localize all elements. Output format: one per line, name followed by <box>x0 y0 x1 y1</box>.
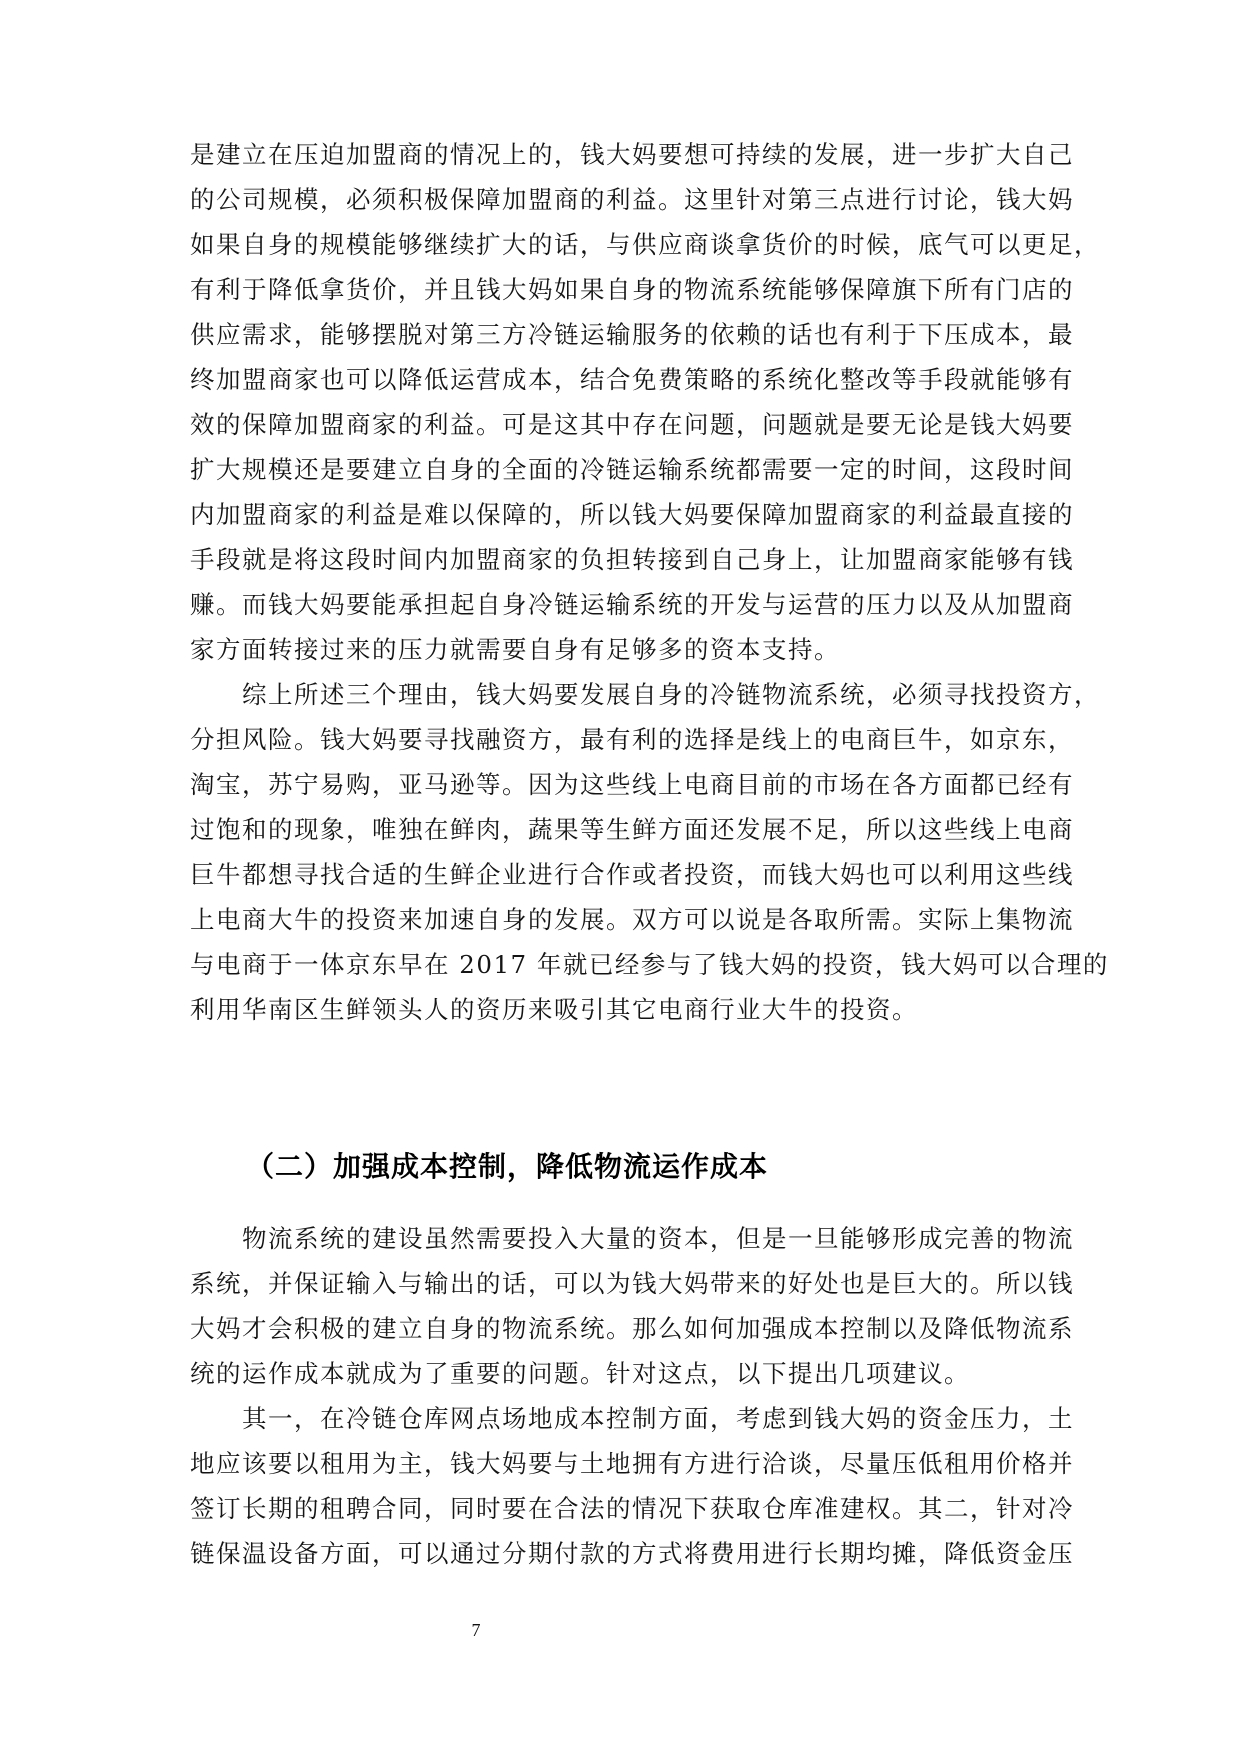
text-line: 物流系统的建设虽然需要投入大量的资本，但是一旦能够形成完善的物流 <box>242 1224 1074 1253</box>
text-line: 综上所述三个理由，钱大妈要发展自身的冷链物流系统，必须寻找投资方， <box>242 680 1100 709</box>
text-line: 是建立在压迫加盟商的情况上的，钱大妈要想可持续的发展，进一步扩大自己 <box>190 140 1074 169</box>
text-line: 与电商于一体京东早在 2017 年就已经参与了钱大妈的投资，钱大妈可以合理的 <box>190 950 1109 979</box>
page-number: 7 <box>471 1620 481 1640</box>
text-line: 链保温设备方面，可以通过分期付款的方式将费用进行长期均摊，降低资金压 <box>190 1539 1074 1568</box>
text-line: 签订长期的租聘合同，同时要在合法的情况下获取仓库准建权。其二，针对冷 <box>190 1494 1074 1523</box>
text-line: 上电商大牛的投资来加速自身的发展。双方可以说是各取所需。实际上集物流 <box>190 905 1074 934</box>
text-line: 的公司规模，必须积极保障加盟商的利益。这里针对第三点进行讨论，钱大妈 <box>190 185 1074 214</box>
text-line: 地应该要以租用为主，钱大妈要与土地拥有方进行洽谈，尽量压低租用价格并 <box>190 1449 1074 1478</box>
text-line: 扩大规模还是要建立自身的全面的冷链运输系统都需要一定的时间，这段时间 <box>190 455 1074 484</box>
text-line: 其一，在冷链仓库网点场地成本控制方面，考虑到钱大妈的资金压力，土 <box>242 1404 1074 1433</box>
text-line: 大妈才会积极的建立自身的物流系统。那么如何加强成本控制以及降低物流系 <box>190 1314 1074 1343</box>
text-line: 统的运作成本就成为了重要的问题。针对这点，以下提出几项建议。 <box>190 1359 970 1388</box>
text-line: 内加盟商家的利益是难以保障的，所以钱大妈要保障加盟商家的利益最直接的 <box>190 500 1074 529</box>
text-line: 供应需求，能够摆脱对第三方冷链运输服务的依赖的话也有利于下压成本，最 <box>190 320 1074 349</box>
text-line: 巨牛都想寻找合适的生鲜企业进行合作或者投资，而钱大妈也可以利用这些线 <box>190 860 1074 889</box>
text-line: 分担风险。钱大妈要寻找融资方，最有利的选择是线上的电商巨牛，如京东， <box>190 725 1074 754</box>
text-line: 利用华南区生鲜领头人的资历来吸引其它电商行业大牛的投资。 <box>190 995 918 1024</box>
text-line: 终加盟商家也可以降低运营成本，结合免费策略的系统化整改等手段就能够有 <box>190 365 1074 394</box>
text-line: 淘宝，苏宁易购，亚马逊等。因为这些线上电商目前的市场在各方面都已经有 <box>190 770 1074 799</box>
text-line: 效的保障加盟商家的利益。可是这其中存在问题，问题就是要无论是钱大妈要 <box>190 410 1074 439</box>
section-heading: （二）加强成本控制，降低物流运作成本 <box>246 1150 769 1183</box>
text-line: 过饱和的现象，唯独在鲜肉，蔬果等生鲜方面还发展不足，所以这些线上电商 <box>190 815 1074 844</box>
text-line: 赚。而钱大妈要能承担起自身冷链运输系统的开发与运营的压力以及从加盟商 <box>190 590 1074 619</box>
text-line: 手段就是将这段时间内加盟商家的负担转接到自己身上，让加盟商家能够有钱 <box>190 545 1074 574</box>
text-line: 如果自身的规模能够继续扩大的话，与供应商谈拿货价的时候，底气可以更足， <box>190 230 1100 259</box>
text-line: 系统，并保证输入与输出的话，可以为钱大妈带来的好处也是巨大的。所以钱 <box>190 1269 1074 1298</box>
text-line: 有利于降低拿货价，并且钱大妈如果自身的物流系统能够保障旗下所有门店的 <box>190 275 1074 304</box>
text-line: 家方面转接过来的压力就需要自身有足够多的资本支持。 <box>190 635 840 664</box>
